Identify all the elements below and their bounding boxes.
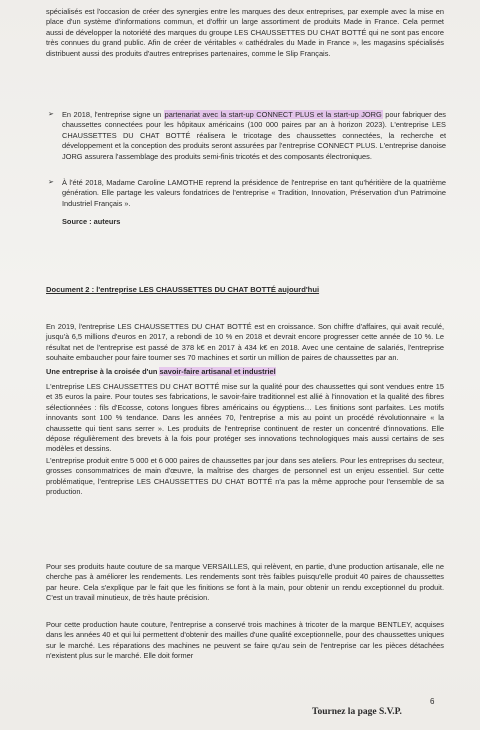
section-subtitle: [46, 367, 276, 376]
turn-page-footer: Tournez la page S.V.P.: [312, 707, 402, 717]
paragraph-bentley: [46, 620, 444, 662]
paragraph-text: L'entreprise produit entre 5 000 et 6 000 paires de chaussettes par jour dans ses ateliers. Pour les entreprises du secteur, grosses consommatrices de main d'œuvre, la maîtrise des charges de personnel est un enjeu essentiel. Sur cette problématique, l'entreprise LES CHAUSSETTES DU CHAT BOTTÉ n'a pas la même approche pour l'ensemble de sa production.: [46, 455, 444, 497]
paragraph-text: En 2019, l'entreprise LES CHAUSSETTES DU CHAT BOTTÉ est en croissance. Son chiffre d'affaires, qui avait reculé, jusqu'à 6,5 millions d'euros en 2017, a rebondi de 10 % en 2018 et devrait encore progresser cette année de 10 %. Le résultat net de l'entreprise est passé de 378 k€ en 2017 à 434 k€ en 2018. Avec une centaine de salariés, l'entreprise souhaite embaucher pour faire tourner ses 70 machines et sortir un million de paires de chaussettes par an.: [46, 322, 444, 363]
bullet-text: À l'été 2018, Madame Caroline LAMOTHE reprend la présidence de l'entreprise en tant qu'héritière de la quatrième génération. Elle partage les valeurs fondatrices de l'entreprise « Tradition, Innovation, Préservation d'un Patrimoine Industriel Français ».: [62, 178, 446, 208]
highlighted-subtitle: savoir-faire artisanal et industriel: [159, 367, 276, 376]
intro-paragraph: [46, 7, 444, 59]
paragraph-text: L'entreprise LES CHAUSSETTES DU CHAT BOTTÉ mise sur la qualité pour des chaussettes qui sont vendues entre 15 et 35 euros la paire. Pour toutes ses fabrications, le savoir-faire traditionnel est allié à l'innovation et la qualité des fibres sélectionnées : fils d'Ecosse, cotons longues fibres américains ou égyptiens… Les finitions sont parfaites. Les motifs innovants sont 100 % tendance. Dans les années 70, l'entreprise a mis au point un procédé révolutionnaire « la chaussette qui tient sans serrer ». Les produits de l'entreprise continuent de rester un concentré d'innovations. Elle dépose régulièrement des brevets à la fois pour protéger ses innovations technologiques mais aussi certains de ses modèles et dessins.: [46, 382, 444, 454]
bullet-2018: [48, 110, 446, 162]
document-2-title: Document 2 : l'entreprise LES CHAUSSETTES DU CHAT BOTTÉ aujourd'hui: [46, 285, 320, 294]
source-label: Source : auteurs: [62, 217, 121, 226]
page-number: 6: [430, 697, 435, 706]
bullet-text: [62, 110, 446, 162]
highlighted-text: partenariat avec la start-up CONNECT PLUS et la start-up JORG: [164, 110, 382, 119]
paragraph-text: spécialisés est l'occasion de créer des synergies entre les marques des deux entreprises, par exemple avec la mise en place d'un système d'informations commun, et d'offrir un large assortiment de produits Made in France. Cela permet aussi de développer la notoriété des marques du groupe LES CHAUSSETTES DU CHAT BOTTÉ qui ne sont pas encore très connues du grand public. Afin de créer de véritables « cathédrales du Made in France », les magasins spécialisés distribuent aussi des produits d'autres entreprises partenaires, comme le Slip Français.: [46, 7, 444, 58]
paragraph-2019: [46, 322, 444, 364]
paragraph-versailles: [46, 562, 444, 604]
bullet-suffix: pour fabriquer des chaussettes connectées pour les hôpitaux américains (100 000 paires par an à horizon 2023). L'entreprise LES CHAUSSETTES DU CHAT BOTTÉ réalisera le tricotage des chaussettes connectées, la recherche et développement et la conception des produits seront assurées par l'entreprise CONNECT PLUS. L'entreprise danoise JORG assurera l'assemblage des produits semi-finis tricotés et des composants électroniques.: [62, 110, 447, 161]
arrow-bullet-icon: ➢: [48, 111, 54, 118]
arrow-bullet-icon: ➢: [48, 179, 54, 186]
bullet-ete-2018: [48, 178, 446, 209]
paragraph-qualite: [46, 382, 444, 497]
subtitle-prefix: Une entreprise à la croisée d'un: [46, 367, 160, 376]
bullet-prefix: En 2018, l'entreprise signe un: [62, 110, 164, 119]
paragraph-text: Pour ses produits haute couture de sa marque VERSAILLES, qui relèvent, en partie, d'une production artisanale, elle ne cherche pas à améliorer les rendements. Les rendements sont très faibles puisqu'elle produit 40 paires de chaussettes par heure. Cela s'explique par le fait que les finitions se font à la main, pour obtenir un rendu exceptionnel du produit. C'est un travail minutieux, de très haute précision.: [46, 562, 444, 603]
paragraph-text: Pour cette production haute couture, l'entreprise a conservé trois machines à tricoter de la marque BENTLEY, acquises dans les années 40 et qui lui permettent d'obtenir des mailles d'une qualité exceptionnelle, pour des chaussettes uniques sur le marché. Les réparations des machines ne peuvent se faire qu'au sein de l'entreprise car les pièces détachées n'existent plus sur le marché. Elle doit former: [46, 620, 444, 661]
